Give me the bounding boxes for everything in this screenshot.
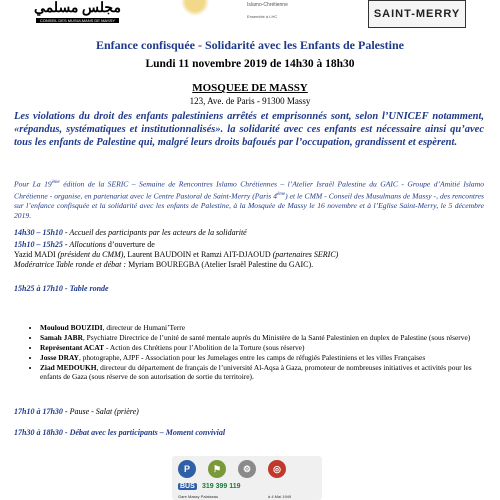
tram-icon: ⚙ xyxy=(238,460,256,478)
parking-icon: P xyxy=(178,460,196,478)
speaker-item: • Représentant ACAT - Action des Chrétiens pour l’Abolition de la Torture (sous réserve) xyxy=(40,343,492,352)
page-title: Enfance confisquée - Solidarité avec les Enfants de Palestine xyxy=(96,38,404,52)
rer-train-icon: ⚑ xyxy=(208,460,226,478)
program-item-break: 17h10 à 17h30 - Pause - Salat (prière) xyxy=(14,407,139,416)
saint-merry-logo-text: SAINT-MERRY xyxy=(373,8,461,20)
metro-icon: ◎ xyxy=(268,460,286,478)
station-caption: Gare Massy Palaiseau xyxy=(178,494,219,499)
program-item-debate: 17h30 à 18h30 - Débat avec les participants – Moment convivial xyxy=(14,428,226,437)
cmm-logo-script: مجلس مسلمي xyxy=(34,1,121,16)
speaker-list xyxy=(28,323,492,382)
program-item-opening: 15h10 – 15h25 - Allocutions d’ouverture de xyxy=(14,240,155,249)
venue-name: MOSQUEE DE MASSY xyxy=(192,82,308,94)
intro-paragraph: Les violations du droit des enfants palestiniens arrêtés et emprisonnés sont, selon l’UNICEF notamment, «répandus, systématiques et institutionnalisés». la solidarité avec ces enfants est nécessaire ainsi qu’avec tous les enfants de Palestine qui, malgré leurs droits bafoués par l’occupation, grandissent et espèrent. xyxy=(14,111,484,148)
islamo-chretienne-logo xyxy=(247,2,332,24)
speaker-item: • Ziad MEDOUKH, directeur du département de français de l’université Al-Aqsa à Gaza, promoteur de nombreuses initiatives et activités pour les enfants de Gaza (sous réserve de son autorisation de sortie du territoire). xyxy=(40,363,492,381)
program-moderator: Modératrice Table ronde et débat : Myriam BOUREGBA (Atelier Israël Palestine du GAIC). xyxy=(14,260,314,269)
speaker-item: • Samah JABR, Psychiatre Directrice de l’unité de santé mentale auprès du Ministère de la Santé Palestinien en duplex de Palestine (sous réserve) xyxy=(40,333,492,342)
event-date: Lundi 11 novembre 2019 de 14h30 à 18h30 xyxy=(145,58,355,70)
program-item-roundtable: 15h25 à 17h10 - Table ronde xyxy=(14,284,109,293)
street-caption: à 4 Mai 1949 xyxy=(268,494,292,499)
venue-address: 123, Ave. de Paris - 91300 Massy xyxy=(189,96,311,106)
bus-icon: BUS xyxy=(180,483,195,490)
transport-info xyxy=(172,456,322,500)
gaic-logo xyxy=(178,0,212,18)
cmm-logo-caption: CONSEIL DES MUSULMANS DE MASSY xyxy=(36,18,119,23)
context-paragraph: Pour La 19ème édition de la SERIC – Semaine de Rencontres Islamo Chrétiennes – l’Atelier Israël Palestine du GAIC - Groupe d’Amitié Islamo Chrétienne - organise, en partenariat avec le Centre Pastoral de Saint-Merry (Paris 4ème) et le CMM - Conseil des Musulmans de Massy -, des rencontres sur l’enfance confisquée et la solidarité avec les enfants de Palestine, à la Mosquée de Massy le 16 novembre et à l’Eglise Saint-Merry, le 5 décembre 2019. xyxy=(14,179,484,221)
speaker-item: • Mouloud BOUZIDI, directeur de Humani’Terre xyxy=(40,323,492,332)
speaker-item: • Josse DRAY, photographe, AJPF - Association pour les Jumelages entre les camps de réfugiés Palestiniens et les villes Françaises xyxy=(40,353,492,362)
islamo-chretienne-label: Islamo-Chrétienne xyxy=(247,2,288,8)
islamo-chretienne-sub: Ensemble à LHC xyxy=(247,14,278,19)
logo-strip xyxy=(0,0,500,30)
program-item-welcome: 14h30 – 15h10 - Accueil des participants par les acteurs de la solidarité xyxy=(14,228,247,237)
program-opening-speakers: Yazid MADI (président du CMM), Laurent BAUDOIN et Ramzi AIT-DJAOUD (partenaires SERIC) xyxy=(14,250,339,259)
saint-merry-logo xyxy=(368,0,466,28)
cmm-logo xyxy=(30,0,125,28)
bus-lines: 319 399 119 xyxy=(202,483,241,490)
